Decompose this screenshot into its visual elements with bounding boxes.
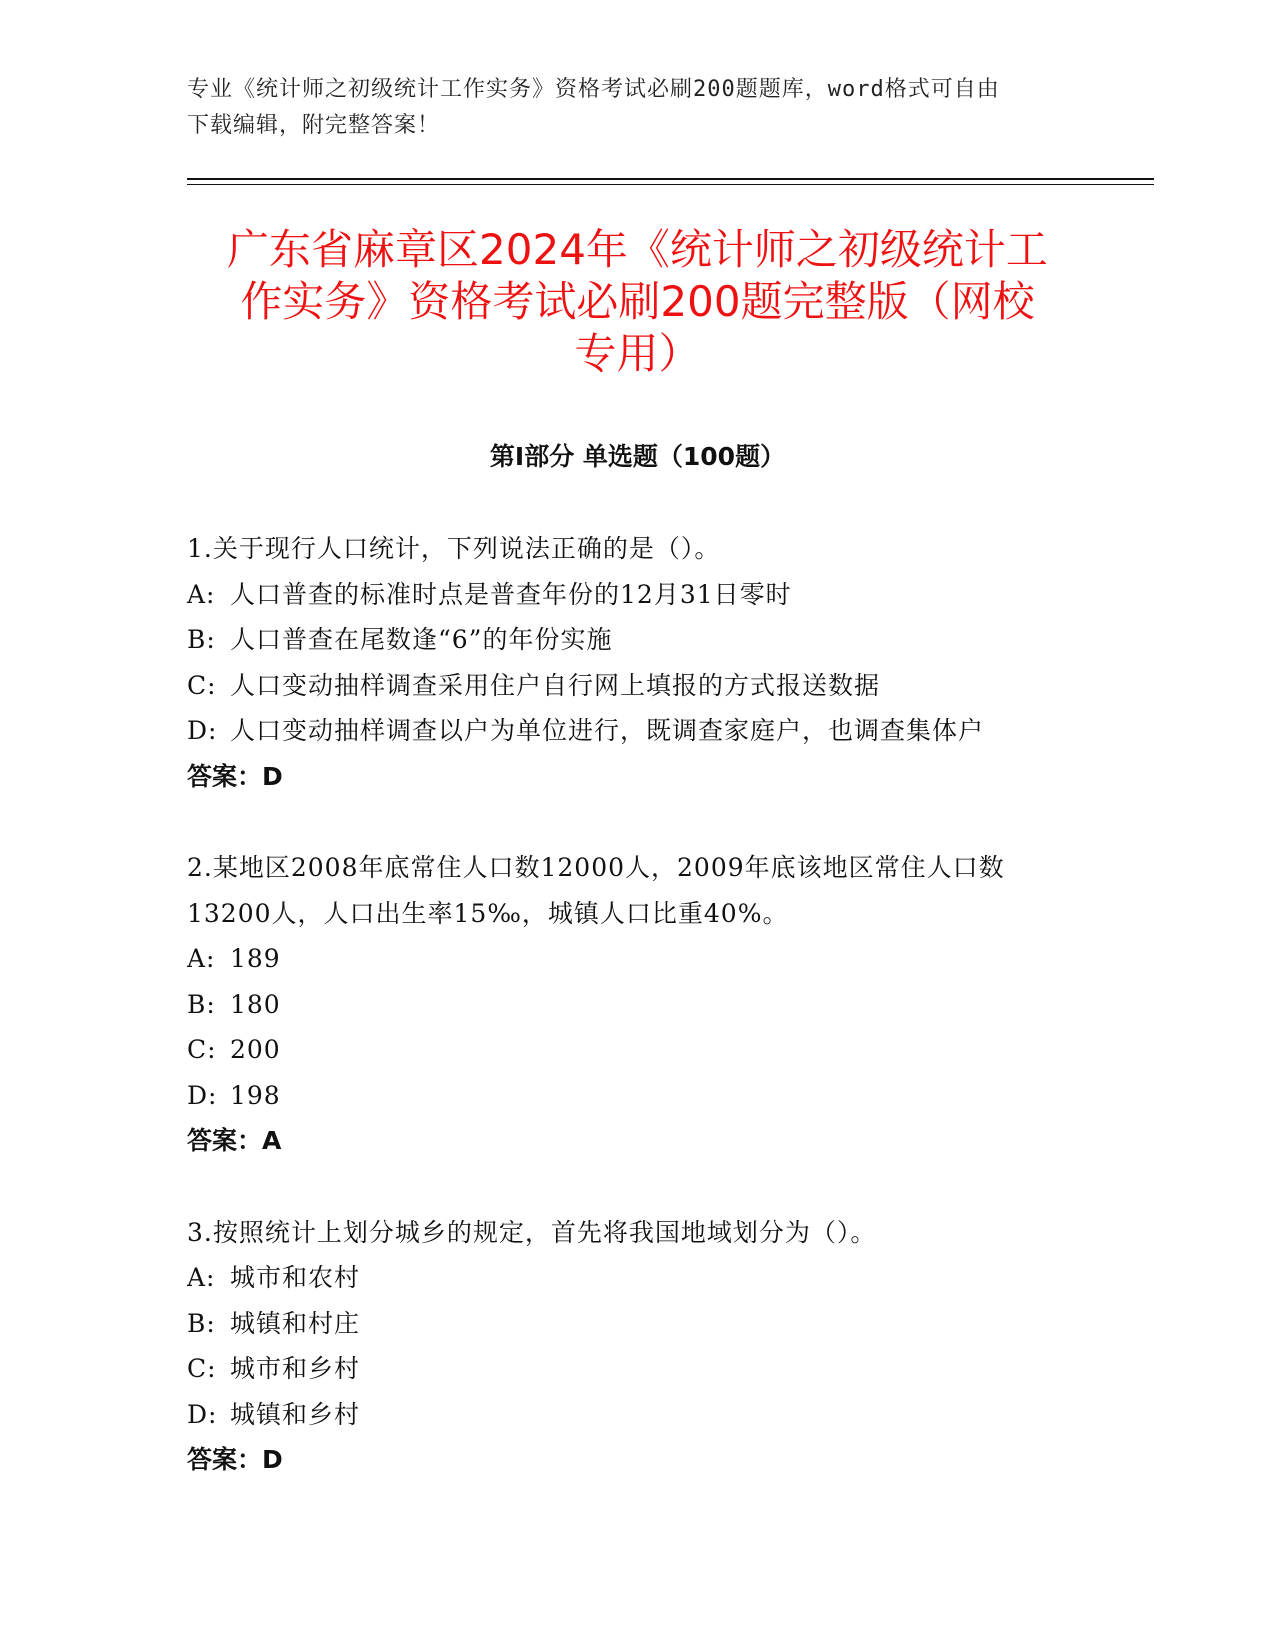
option-letter: D: [187, 1080, 218, 1110]
option-text: 城市和乡村 [230, 1354, 361, 1383]
document-title [140, 224, 1135, 380]
option-c [187, 1027, 1087, 1073]
option-text: 189 [230, 944, 281, 973]
option-text: 城镇和乡村 [230, 1399, 361, 1429]
header-divider-thin [187, 184, 1154, 185]
option-d [187, 1392, 1087, 1438]
question-stem: 3.按照统计上划分城乡的规定，首先将我国地域划分为（）。 [187, 1217, 877, 1247]
option-letter: C: [187, 1035, 217, 1064]
question-stem: 13200人，人口出生率15‰，城镇人口比重40%。 [187, 898, 789, 928]
answer-line: 答案：D [187, 1445, 283, 1474]
answer-line: 答案：D [187, 761, 283, 791]
option-d [187, 708, 1087, 754]
option-text: 人口普查在尾数逢“6”的年份实施 [230, 625, 613, 654]
question-stem: 1.关于现行人口统计，下列说法正确的是（）。 [187, 534, 721, 563]
option-a [187, 936, 1087, 982]
section-heading: 第Ⅰ部分 单选题（100题） [489, 442, 786, 471]
question-list [187, 526, 1087, 1529]
document-title-line: 作实务》资格考试必刷200题完整版（网校 [240, 277, 1035, 326]
answer-line: 答案：A [187, 1126, 282, 1155]
option-text: 城市和农村 [230, 1263, 361, 1292]
option-text: 人口普查的标准时点是普查年份的12月31日零时 [230, 579, 792, 609]
option-letter: A: [187, 944, 216, 973]
option-letter: B: [187, 989, 216, 1019]
option-b [187, 617, 1087, 663]
document-title-line: 专用） [574, 329, 701, 378]
option-letter: A: [187, 1263, 216, 1292]
option-letter: D: [187, 1399, 218, 1429]
option-text: 180 [230, 989, 281, 1019]
option-letter: D: [187, 716, 218, 745]
option-text: 人口变动抽样调查采用住户自行网上填报的方式报送数据 [230, 670, 881, 700]
question-1 [187, 526, 1087, 799]
option-letter: B: [187, 625, 216, 654]
header-note [187, 72, 1087, 144]
option-c [187, 663, 1087, 709]
question-stem: 2.某地区2008年底常住人口数12000人，2009年底该地区常住人口数 [187, 853, 1005, 882]
option-a [187, 572, 1087, 618]
option-letter: B: [187, 1308, 216, 1338]
option-d [187, 1073, 1087, 1119]
option-text: 200 [230, 1035, 281, 1064]
option-text: 198 [230, 1080, 281, 1110]
question-3 [187, 1210, 1087, 1483]
option-letter: C: [187, 670, 217, 700]
header-note-line: 下载编辑，附完整答案！ [187, 113, 441, 138]
option-c [187, 1346, 1087, 1392]
option-letter: C: [187, 1354, 217, 1383]
option-b [187, 982, 1087, 1028]
header-divider-thick [187, 178, 1154, 180]
header-note-line: 专业《统计师之初级统计工作实务》资格考试必刷200题题库，word格式可自由 [187, 77, 1000, 102]
option-b [187, 1301, 1087, 1347]
option-text: 人口变动抽样调查以户为单位进行，既调查家庭户，也调查集体户 [230, 716, 985, 745]
option-text: 城镇和村庄 [230, 1308, 361, 1338]
question-2 [187, 845, 1087, 1164]
option-a [187, 1255, 1087, 1301]
option-letter: A: [187, 579, 216, 609]
document-title-line: 广东省麻章区2024年《统计师之初级统计工 [227, 225, 1048, 274]
